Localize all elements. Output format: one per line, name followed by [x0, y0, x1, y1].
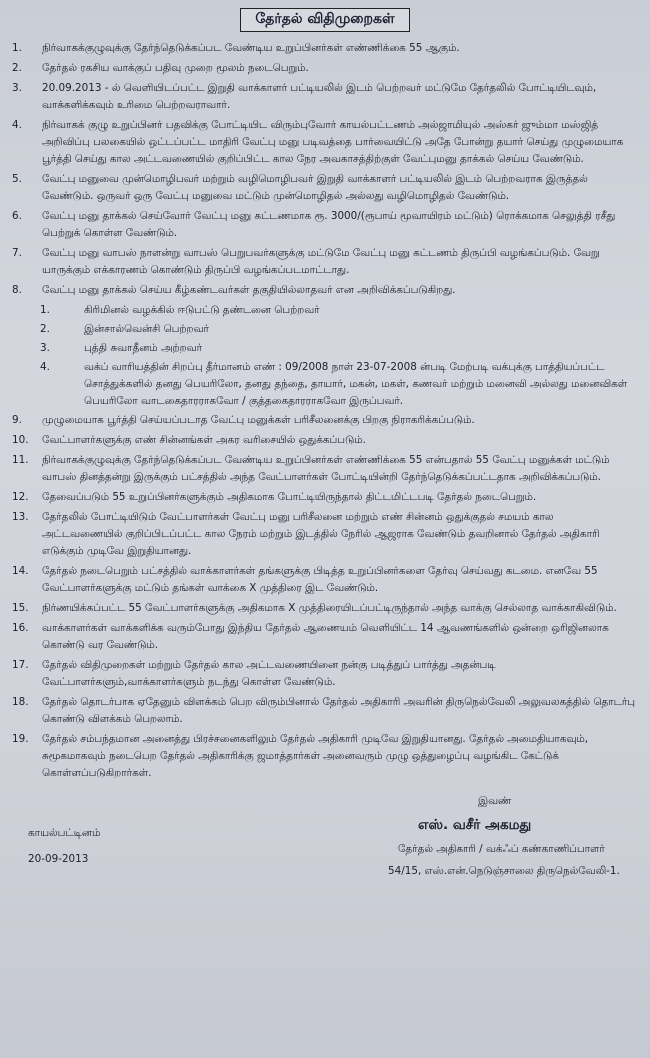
subrule-number: 1.: [40, 304, 50, 316]
rule-item: [10, 60, 640, 77]
rule-number: 19.: [12, 733, 29, 745]
rule-number: 14.: [12, 565, 29, 577]
rule-text: வேட்பு மனுவை முன்மொழிபவர் மற்றும் வழிமொழிபவர் இறுதி வாக்காளர் பட்டியலில் இடம் பெற்றவராக இருத்தல் வேண்டும். ஒருவர் ஒரு வேட்பு மனுவை மட்டும் முன்மொழிதல் அல்லது வழிமொழிதல் வேண்டும்.: [42, 173, 588, 202]
rule-text: நிர்வாகக் குழு உறுப்பினர் பதவிக்கு போட்டியிட விரும்புவோர் காயல்பட்டணம் அல்ஜாமியுல் அஸ்கர் ஜும்மா மஸ்ஜித் அறிவிப்பு பலகையில் ஒட்டப்பட்ட மாதிரி வேட்பு மனு படிவத்தை பார்வையிட்டு அதே போன்று தயார் செய்து முழுமையாக பூர்த்தி செய்து கால அட்டவணையில் குறிப்பிட்ட கால நேர அவகாசத்திற்குள் வேட்புமனு தாக்கல் செய்ய வேண்டும்.: [42, 119, 624, 165]
rule-item: [10, 489, 640, 506]
rule-text: வேட்பு மனு வாபஸ் நாளன்று வாபஸ் பெறுபவர்களுக்கு மட்டுமே வேட்பு மனு கட்டணம் திருப்பி வழங்கப்படும். வேறு யாருக்கும் எக்காரணம் கொண்டும் திருப்பி வழங்கப்படமாட்டாது.: [42, 247, 600, 276]
rule-item: [10, 452, 640, 486]
rule-item: [10, 620, 640, 654]
subrule-number: 2.: [40, 323, 50, 335]
rule-number: 15.: [12, 602, 29, 614]
signatory-address: 54/15, எஸ்.என்.நெடுஞ்சாலை திருநெல்வேலி-1.: [388, 865, 620, 877]
rule-number: 17.: [12, 659, 29, 671]
place-label: காயல்பட்டினம்: [28, 827, 101, 839]
rule-text: தேர்தல் தொடர்பாக ஏதேனும் விளக்கம் பெற விரும்பினால் தேர்தல் அதிகாரி அவரின் திருநெல்வேலி அலுவலகத்தில் தொடர்பு கொண்டு விளக்கம் பெறலாம்.: [42, 696, 636, 725]
rule-number: 10.: [12, 434, 29, 446]
page-title: தேர்தல் விதிமுறைகள்: [240, 8, 409, 32]
subrule-item: [40, 321, 640, 338]
rules-list: [10, 40, 640, 782]
subrule-number: 3.: [40, 342, 50, 354]
rule-text: வாக்காளர்கள் வாக்களிக்க வரும்போது இந்திய தேர்தல் ஆணையம் வெளியிட்ட 14 ஆவணங்களில் ஒன்றை ஒரிஜினலாக கொண்டு வர வேண்டும்.: [42, 622, 609, 651]
rule-item: [10, 563, 640, 597]
subrule-item: [40, 340, 640, 357]
rule-text: தேர்தல் விதிமுறைகள் மற்றும் தேர்தல் கால அட்டவணையினை நன்கு படித்துப் பார்த்து அதன்படி வேட்பாளர்களும்,வாக்காளர்களும் நடந்து கொள்ள வேண்டும்.: [42, 659, 496, 688]
rule-text: நிர்வாகக்குழுவுக்கு தேர்ந்தெடுக்கப்பட வேண்டிய உறுப்பினர்கள் எண்ணிக்கை 55 ஆகும்.: [42, 42, 460, 54]
rule-number: 2.: [12, 62, 22, 74]
rule-item: [10, 412, 640, 429]
rule-number: 13.: [12, 511, 29, 523]
rule-number: 18.: [12, 696, 29, 708]
rule-text: தேர்தல் ரகசிய வாக்குப் பதிவு முறை மூலம் நடைபெறும்.: [42, 62, 309, 74]
rule-number: 7.: [12, 247, 22, 259]
rule-number: 3.: [12, 82, 22, 94]
subrule-item: [40, 302, 640, 319]
rule-item: [10, 657, 640, 691]
rule-text: நிர்வாகக்குழுவுக்கு தேர்ந்தெடுக்கப்பட வேண்டிய உறுப்பினர்கள் எண்ணிக்கை 55 என்பதால் 55 வேட்பு மனுக்கள் மட்டும் வாபஸ் தினத்தன்று இருக்கும் பட்சத்தில் அந்த வேட்பாளர்கள் போட்டியின்றி தேர்ந்தெடுக்கப்பட்டதாக அறிவிக்கப்படும்.: [42, 454, 610, 483]
rule-text: வேட்பாளர்களுக்கு எண் சின்னங்கள் அகர வரிசையில் ஒதுக்கப்படும்.: [42, 434, 366, 446]
rule-text: நிர்ணயிக்கப்பட்ட 55 வேட்பாளர்களுக்கு அதிகமாக X முத்திரையிடப்பட்டிருந்தால் அந்த வாக்கு செல்லாத வாக்காகிவிடும்.: [42, 602, 617, 614]
rule-number: 8.: [12, 284, 22, 296]
rule-item: [10, 509, 640, 560]
rule-text: தேவைப்படும் 55 உறுப்பினர்களுக்கும் அதிகமாக போட்டியிருந்தால் திட்டமிட்டபடி தேர்தல் நடைபெறும்.: [42, 491, 537, 503]
rule-item: [10, 80, 640, 114]
subrule-text: புத்தி சுவாதீனம் அற்றவர்: [84, 342, 203, 354]
rule-number: 9.: [12, 414, 22, 426]
rule-number: 5.: [12, 173, 22, 185]
rule-text: முழுமையாக பூர்த்தி செய்யப்படாத வேட்பு மனுக்கள் பரிசீலனைக்கு பிறகு நிராகரிக்கப்படும்.: [42, 414, 475, 426]
date-label: 20-09-2013: [28, 853, 89, 865]
signatory-name: எஸ். வசீர் அகமது: [418, 817, 532, 833]
rule-item: [10, 731, 640, 782]
rule-item: [10, 208, 640, 242]
signature-block: [10, 785, 640, 925]
rule-item: [10, 282, 640, 299]
faded-watermark: [110, 4, 570, 44]
rule-item: [10, 245, 640, 279]
rule-item: [10, 117, 640, 168]
subrule-text: வக்ப் வாரியத்தின் சிறப்பு தீர்மானம் எண் : 09/2008 நாள் 23-07-2008 ன்படி மேற்படி வக்புக்கு பாத்தியப்பட்ட சொத்துக்களில் தனது பெயரிலோ, தனது தந்தை, தாயார், மகன், மகள், கணவர் மற்றும் மனைவி அல்லது மனைவிகள் பெயரிலோ வாடகைதாரராகவோ / குத்தகைதாரராகவோ இருப்பவர்.: [84, 361, 628, 407]
rule-item: [10, 171, 640, 205]
rule-item: [10, 694, 640, 728]
rule-text: 20.09.2013 - ல் வெளியிடப்பட்ட இறுதி வாக்காளர் பட்டியலில் இடம் பெற்றவர் மட்டுமே தேர்தலில் போட்டியிடவும், வாக்களிக்கவும் உரிமை பெற்றவராவார்.: [42, 82, 597, 111]
rule-item: [10, 432, 640, 449]
rule-text: வேட்பு மனு தாக்கல் செய்வோர் வேட்பு மனு கட்டணமாக ரூ. 3000/(ரூபாய் மூவாயிரம் மட்டும்) ரொக்கமாக செலுத்தி ரசீது பெற்றுக் கொள்ள வேண்டும்.: [42, 210, 616, 239]
subrule-text: இன்சால்வென்சி பெற்றவர்: [84, 323, 209, 335]
rule-text: வேட்பு மனு தாக்கல் செய்ய கீழ்கண்டவர்கள் தகுதியில்லாதவர் என அறிவிக்கப்படுகிறது.: [42, 284, 456, 296]
subrule-number: 4.: [40, 361, 50, 373]
subrule-text: கிரிமினல் வழக்கில் ஈடுபட்டு தண்டனை பெற்றவர்: [84, 304, 320, 316]
rule-text: தேர்தல் நடைபெறும் பட்சத்தில் வாக்காளர்கள் தங்களுக்கு பிடித்த உறுப்பினர்களை தேர்வு செய்வது கடமை. எனவே 55 வேட்பாளர்களுக்கு மட்டும் தங்கள் வாக்கை X முத்திரை இட வேண்டும்.: [42, 565, 598, 594]
subrule-item: [40, 359, 640, 410]
rule-text: தேர்தல் சம்பந்தமான அனைத்து பிரச்சனைகளிலும் தேர்தல் அதிகாரி முடிவே இறுதியானது. தேர்தல் அமைதியாகவும், சுமூகமாகவும் நடைபெற தேர்தல் அதிகாரிக்கு ஜமாத்தார்கள் அனைவரும் முழு ஒத்துழைப்பு வழங்கிட கேட்டுக் கொள்ளப்படுகிறார்கள்.: [42, 733, 589, 779]
rule-number: 4.: [12, 119, 22, 131]
rule-number: 12.: [12, 491, 29, 503]
rule-number: 16.: [12, 622, 29, 634]
sign-prefix: இவண்: [478, 795, 512, 807]
rule-item: [10, 600, 640, 617]
rule-number: 1.: [12, 42, 22, 54]
rule-number: 11.: [12, 454, 29, 466]
signatory-role: தேர்தல் அதிகாரி / வக்ஃப் கண்காணிப்பாளர்: [398, 843, 605, 855]
rule-number: 6.: [12, 210, 22, 222]
rule-text: தேர்தலில் போட்டியிடும் வேட்பாளர்கள் வேட்பு மனு பரிசீலனை மற்றும் எண் சின்னம் ஒதுக்குதல் சமயம் கால அட்டவணையில் குறிப்பிடப்பட்ட கால நேரம் மற்றும் இடத்தில் நேரில் ஆஜராக வேண்டும் தவறினால் தேர்தல் அதிகாரி எடுக்கும் முடிவே இறுதியானது.: [42, 511, 600, 557]
